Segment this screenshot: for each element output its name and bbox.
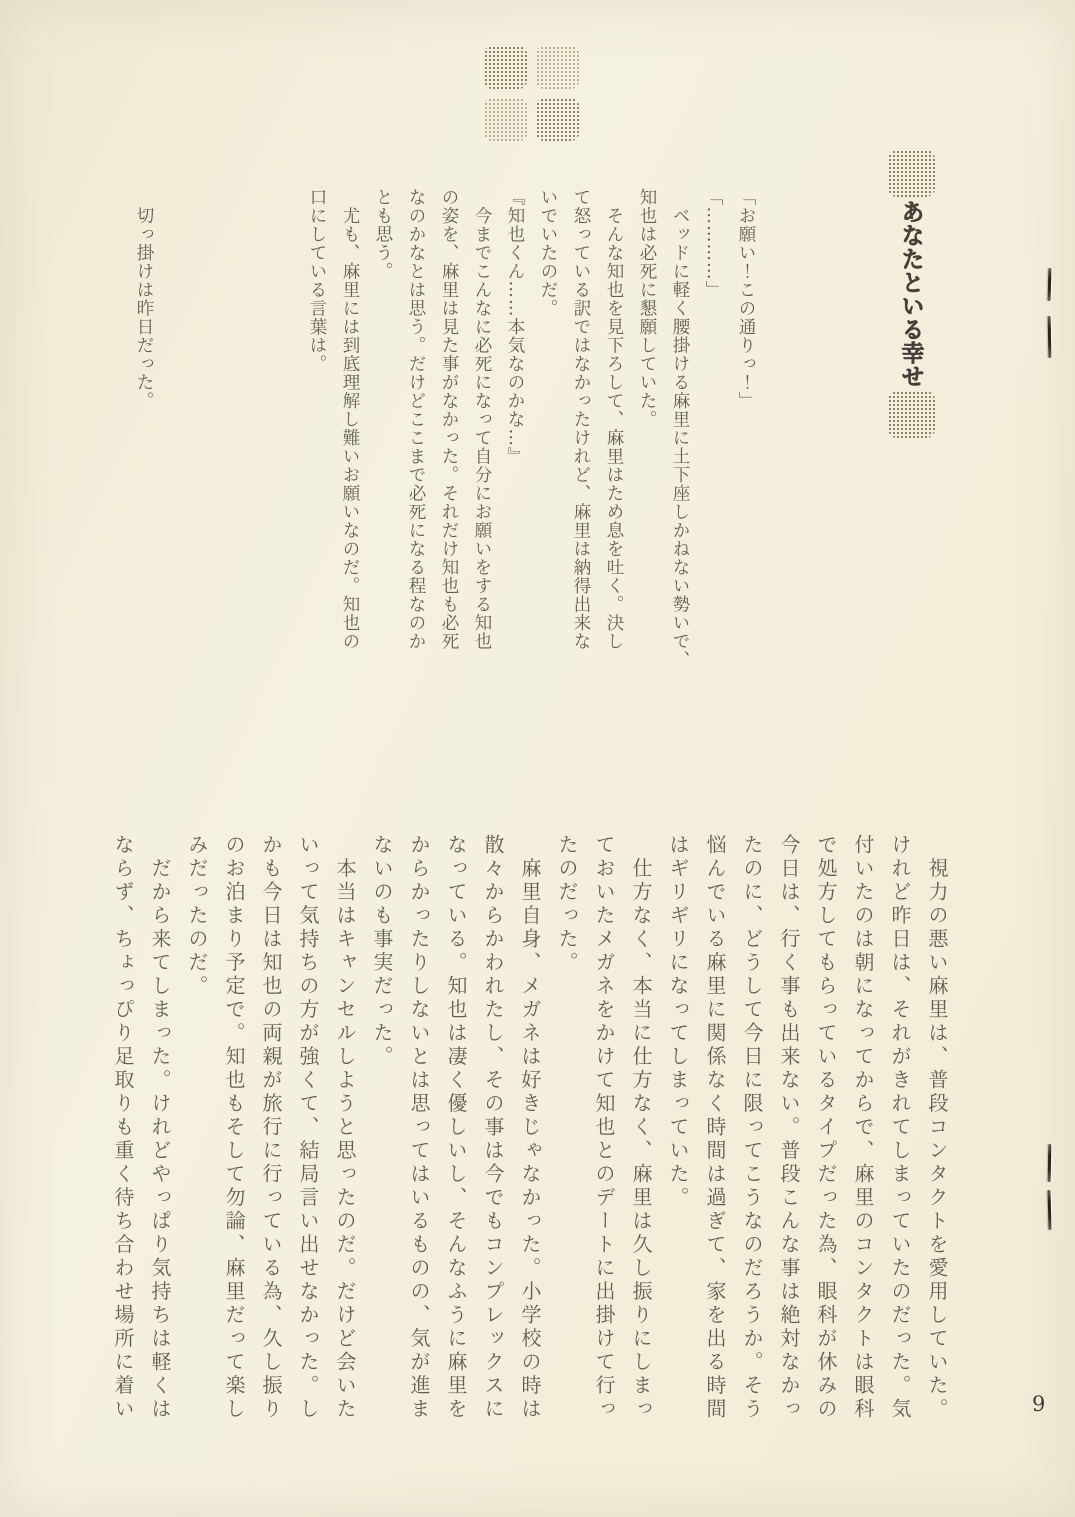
story-block-1	[127, 188, 762, 688]
text-line: ならず、ちょっぴり足取りも重く待ち合わせ場所に着い	[111, 834, 135, 1422]
text-line: 今までこんなに必死になって自分にお願いをする知也	[472, 188, 492, 651]
text-line: 本当はキャンセルしようと思ったのだ。だけど会いた	[333, 834, 357, 1422]
text-line: ないのも事実だった。	[370, 834, 394, 1069]
story-title-block	[884, 150, 938, 438]
story-block-2	[104, 834, 955, 1454]
text-line: ておいたメガネをかけて知也とのデートに出掛けて行っ	[592, 834, 616, 1422]
text-line: 付いたのは朝になってからで、麻里のコンタクトは眼科	[851, 834, 875, 1422]
text-line: たのだった。	[555, 834, 579, 975]
text-line: 視力の悪い麻里は、普段コンタクトを愛用していた。	[925, 834, 949, 1422]
halftone-square-icon	[484, 46, 527, 89]
text-line: いって気持ちの方が強くて、結局言い出せなかった。し	[296, 834, 320, 1422]
text-line: いでいたのだ。	[538, 188, 558, 318]
halftone-square-icon	[484, 98, 527, 141]
text-line: 今日は、行く事も出来ない。普段こんな事は絶対なかっ	[777, 834, 801, 1422]
text-line: 口にしている言葉は。	[307, 188, 327, 373]
halftone-square-grid-icon	[484, 46, 579, 141]
text-line: て怒っている訳ではなかったけれど、麻里は納得出来な	[571, 188, 591, 651]
halftone-square-icon	[888, 150, 935, 197]
text-line: 知也は必死に懇願していた。	[637, 188, 657, 429]
text-line: 「お願い！この通りっ！」	[736, 188, 756, 410]
text-line: 「…………」	[703, 188, 723, 299]
text-line: みだったのだ。	[185, 834, 209, 999]
text-line: ベッドに軽く腰掛ける麻里に土下座しかねない勢いで、	[670, 188, 690, 669]
text-line: 散々からかわれたし、その事は今でもコンプレックスに	[481, 834, 505, 1422]
halftone-square-icon	[536, 98, 579, 141]
text-line: のお泊まり予定で。知也もそして勿論、麻里だって楽し	[222, 834, 246, 1422]
text-line: だから来てしまった。けれどやっぱり気持ちは軽くは	[148, 834, 172, 1422]
text-line: からかったりしないとは思ってはいるものの、気が進ま	[407, 834, 431, 1422]
text-line: で処方してもらっているタイプだった為、眼科が休みの	[814, 834, 838, 1422]
halftone-square-icon	[888, 391, 935, 438]
staple-icon	[1048, 268, 1054, 358]
staple-icon	[1048, 1144, 1054, 1230]
text-line: 切っ掛けは昨日だった。	[134, 188, 154, 410]
text-line: かも今日は知也の両親が旅行に行っている為、久し振り	[259, 834, 283, 1422]
text-line: 仕方なく、本当に仕方なく、麻里は久し振りにしまっ	[629, 834, 653, 1422]
text-line: 麻里自身、メガネは好きじゃなかった。小学校の時は	[518, 834, 542, 1422]
text-line: の姿を、麻里は見た事がなかった。それだけ知也も必死	[439, 188, 459, 651]
text-line: 尤も、麻里には到底理解し難いお願いなのだ。知也の	[340, 188, 360, 651]
page-number: 9	[1032, 1392, 1046, 1416]
text-line: なのかなとは思う。だけどここまで必死になる程なのか	[406, 188, 426, 651]
text-line: たのに、どうして今日に限ってこうなのだろうか。そう	[740, 834, 764, 1422]
page-title: あなたといる幸せ	[897, 200, 924, 388]
text-line: そんな知也を見下ろして、麻里はため息を吐く。決し	[604, 188, 624, 651]
text-line: けれど昨日は、それがきれてしまっていたのだった。気	[888, 834, 912, 1422]
text-line: とも思う。	[373, 188, 393, 281]
text-line: はギリギリになってしまっていた。	[666, 834, 690, 1210]
text-line: 悩んでいる麻里に関係なく時間は過ぎて、家を出る時間	[703, 834, 727, 1422]
halftone-square-icon	[536, 46, 579, 89]
text-line: 『知也くん……本気なのかな…』	[505, 188, 525, 466]
text-line: なっている。知也は凄く優しいし、そんなふうに麻里を	[444, 834, 468, 1422]
